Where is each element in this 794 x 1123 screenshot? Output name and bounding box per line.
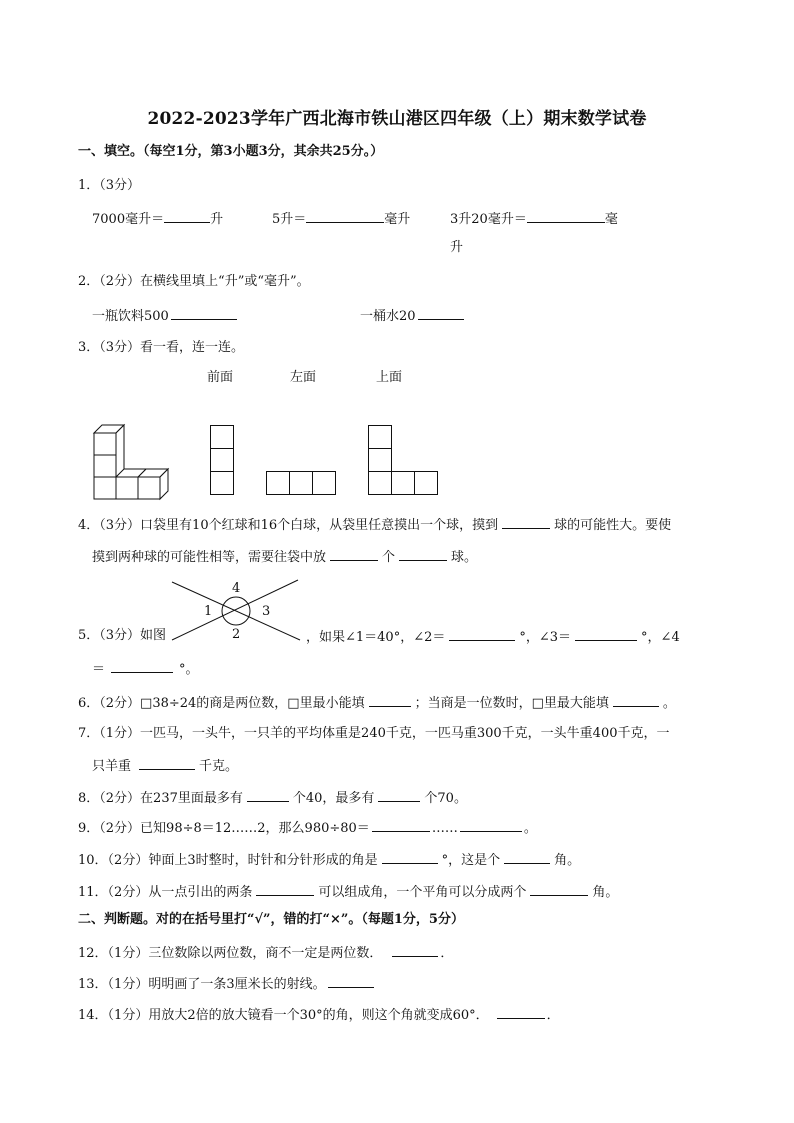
answer-blank[interactable]: [504, 851, 550, 864]
q1-b-text: 5升＝: [272, 212, 307, 227]
q1-a-text: 7000毫升＝: [92, 212, 165, 227]
answer-blank[interactable]: [139, 757, 195, 770]
answer-blank[interactable]: [171, 307, 237, 320]
q4-text-4: 个: [382, 550, 396, 565]
q8-text-1: 8．（2分）在237里面最多有: [78, 791, 243, 806]
question-5-line1: [306, 628, 680, 646]
angle-label-2: 2: [232, 627, 241, 642]
q1-a-unit: 升: [210, 212, 224, 227]
q9-text-1: 9．（2分）已知98÷8＝12……2，那么980÷80＝: [78, 821, 370, 836]
answer-blank[interactable]: [382, 851, 438, 864]
q1-b-unit: 毫升: [384, 212, 411, 227]
question-1-c: [450, 210, 618, 228]
question-9: [78, 819, 537, 837]
angle-label-3: 3: [262, 604, 271, 619]
page-title: 2022-2023学年广西北海市铁山港区四年级（上）期末数学试卷: [147, 109, 647, 129]
section-1-heading: 一、填空。（每空1分，第3小题3分，其余共25分。）: [78, 144, 384, 159]
cube-front-face: [94, 477, 116, 499]
question-2-b: [360, 307, 464, 325]
answer-blank[interactable]: [460, 819, 522, 832]
view-square: [290, 472, 313, 495]
view-horizontal-row: [266, 471, 338, 497]
answer-blank[interactable]: [392, 944, 438, 957]
q1-c-text: 3升20毫升＝: [450, 212, 527, 227]
answer-blank[interactable]: [247, 789, 289, 802]
question-1-a: [92, 210, 223, 228]
answer-blank[interactable]: [399, 548, 447, 561]
answer-blank[interactable]: [530, 883, 588, 896]
q8-text-2: 个40，最多有: [292, 791, 375, 806]
question-14: [78, 1006, 560, 1024]
q12-text-1: 12．（1分）三位数除以两位数，商不一定是两位数．: [78, 946, 383, 961]
q5-text-5: °。: [179, 662, 199, 677]
label-front: 前面: [207, 370, 234, 385]
view-square: [369, 472, 392, 495]
q11-text-2: 可以组成角，一个平角可以分成两个: [318, 885, 527, 900]
answer-blank[interactable]: [372, 819, 430, 832]
answer-blank[interactable]: [502, 516, 550, 529]
answer-blank[interactable]: [330, 548, 378, 561]
label-left: 左面: [290, 370, 317, 385]
q5-text-4: ＝: [92, 662, 106, 677]
question-11: [78, 883, 618, 901]
q9-text-2: ……: [431, 821, 458, 836]
cube-front-face: [94, 455, 116, 477]
question-2-head: 2．（2分）在横线里填上“升”或“毫升”。: [78, 274, 310, 289]
question-12: [78, 944, 453, 962]
question-3-head: 3．（3分）看一看，连一连。: [78, 340, 245, 355]
q10-text-3: 角。: [554, 853, 581, 868]
q8-text-3: 个70。: [424, 791, 467, 806]
view-square: [267, 472, 290, 495]
question-6: [78, 694, 676, 712]
q11-text-1: 11．（2分）从一点引出的两条: [78, 885, 253, 900]
answer-blank[interactable]: [575, 628, 637, 641]
q7-text-2: 千克。: [199, 759, 239, 774]
q6-text-3: 。: [662, 696, 676, 711]
q4-text-2: 球的可能性大。要使: [554, 518, 672, 533]
q11-text-3: 角。: [592, 885, 619, 900]
answer-blank[interactable]: [306, 210, 384, 223]
view-square: [211, 426, 234, 449]
q10-text-2: °，这是个: [441, 853, 501, 868]
angle-label-4: 4: [232, 581, 241, 596]
view-square: [313, 472, 336, 495]
cube-stack-figure: [94, 425, 166, 500]
q13-text-1: 13．（1分）明明画了一条3厘米长的射线。: [78, 977, 326, 992]
q14-text-1: 14．（1分）用放大2倍的放大镜看一个30°的角，则这个角就变成60°．: [78, 1008, 489, 1023]
question-13: [78, 975, 374, 993]
view-l-shape: [368, 425, 442, 497]
view-square: [369, 449, 392, 472]
q5-text-3: °，∠4: [641, 630, 680, 645]
q5-text-2: °，∠3＝: [519, 630, 572, 645]
q6-text-1: 6．（2分）□38÷24的商是两位数，□里最小能填: [78, 696, 365, 711]
view-square: [415, 472, 438, 495]
q2-a-text: 一瓶饮料500: [92, 309, 169, 324]
view-square: [369, 426, 392, 449]
cube-front-face: [138, 477, 160, 499]
answer-blank[interactable]: [369, 694, 411, 707]
answer-blank[interactable]: [164, 210, 210, 223]
question-1-b: [272, 210, 410, 228]
question-4-line1: [78, 516, 671, 534]
view-vertical-stack: [210, 425, 236, 497]
question-8: [78, 789, 467, 807]
answer-blank[interactable]: [111, 660, 173, 673]
question-1-head: 1．（3分）: [78, 178, 141, 193]
q6-text-2: ；当商是一位数时，□里最大能填: [414, 696, 609, 711]
answer-blank[interactable]: [328, 975, 374, 988]
q1-c-unit-wrap: 升: [450, 240, 464, 255]
answer-blank[interactable]: [449, 628, 515, 641]
q4-text-1: 4．（3分）口袋里有10个红球和16个白球，从袋里任意摸出一个球，摸到: [78, 518, 499, 533]
angle-label-1: 1: [204, 604, 213, 619]
answer-blank[interactable]: [527, 210, 605, 223]
view-square: [211, 472, 234, 495]
section-2-heading: 二、判断题。对的在括号里打“√”，错的打“×”。（每题1分，5分）: [78, 912, 464, 927]
q4-text-5: 球。: [451, 550, 478, 565]
q10-text-1: 10．（2分）钟面上3时整时，时针和分针形成的角是: [78, 853, 378, 868]
q1-c-unit: 毫: [604, 212, 618, 227]
question-7-line1: 7．（1分）一匹马，一头牛，一只羊的平均体重是240千克，一匹马重300千克，一头牛重400千克，一: [78, 726, 670, 741]
question-7-line2: [92, 757, 238, 775]
q5-text-1: ，如果∠1＝40°，∠2＝: [306, 630, 446, 645]
question-4-line2: [92, 548, 477, 566]
question-5-head: 5．（3分）如图: [78, 628, 167, 643]
answer-blank[interactable]: [256, 883, 314, 896]
crossing-lines-figure: [168, 578, 304, 644]
cube-front-face: [116, 477, 138, 499]
answer-blank[interactable]: [418, 307, 464, 320]
q4-text-3: 摸到两种球的可能性相等，需要往袋中放: [92, 550, 327, 565]
answer-blank[interactable]: [497, 1006, 545, 1019]
q2-b-text: 一桶水20: [360, 309, 416, 324]
view-square: [392, 472, 415, 495]
view-square: [211, 449, 234, 472]
question-2-a: [92, 307, 237, 325]
cube-front-face: [94, 433, 116, 455]
question-5-line2: [92, 660, 199, 678]
q12-text-2: ．: [440, 946, 454, 961]
q7-text-1: 只羊重: [92, 759, 132, 774]
answer-blank[interactable]: [613, 694, 659, 707]
q14-text-2: ．: [546, 1008, 560, 1023]
q9-text-3: 。: [523, 821, 537, 836]
question-10: [78, 851, 580, 869]
label-top: 上面: [376, 370, 403, 385]
answer-blank[interactable]: [378, 789, 420, 802]
